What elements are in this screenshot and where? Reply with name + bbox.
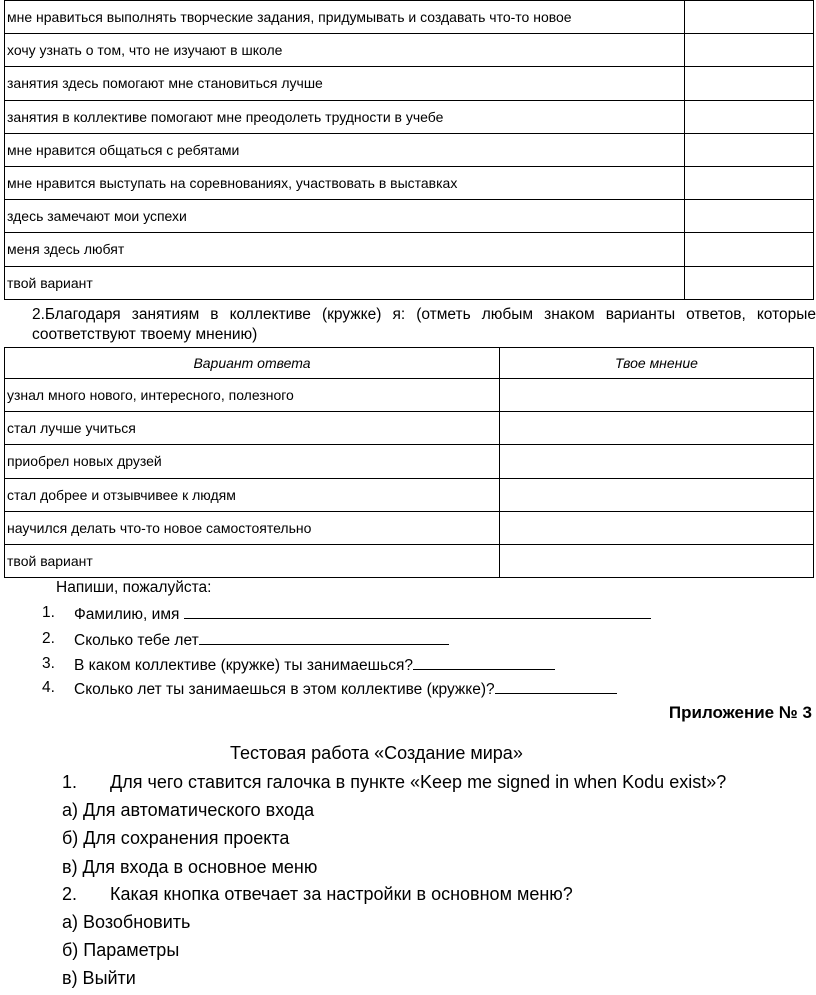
- answer-option: в) Для входа в основное меню: [62, 857, 318, 877]
- answer-cell[interactable]: [500, 412, 814, 445]
- write-label: Сколько тебе лет: [74, 632, 199, 649]
- answer-option: б) Параметры: [62, 940, 180, 960]
- write-label: Фамилию, имя: [74, 606, 184, 623]
- table-cell: занятия в коллективе помогают мне преодолеть трудности в учебе: [5, 100, 685, 133]
- table-row: [5, 478, 814, 511]
- appendix-title: Приложение № 3: [668, 703, 812, 722]
- list-number: 1.: [42, 604, 55, 621]
- table-cell: здесь замечают мои успехи: [5, 200, 685, 233]
- column-header-option: Вариант ответа: [5, 348, 500, 379]
- table-cell: приобрел новых друзей: [5, 445, 500, 478]
- survey-table-1: [4, 0, 814, 300]
- table-cell: научился делать что-то новое самостоятельно: [5, 511, 500, 544]
- answer-cell[interactable]: [685, 200, 814, 233]
- list-number: 2.: [42, 630, 55, 647]
- answer-cell[interactable]: [500, 511, 814, 544]
- list-number: 3.: [42, 655, 55, 672]
- table-header-row: [5, 348, 814, 379]
- answer-cell[interactable]: [500, 445, 814, 478]
- answer-cell[interactable]: [685, 166, 814, 199]
- answer-cell[interactable]: [685, 34, 814, 67]
- table-row: [5, 67, 814, 100]
- answer-cell[interactable]: [685, 266, 814, 299]
- answer-cell[interactable]: [685, 133, 814, 166]
- table-row: [5, 544, 814, 577]
- table-row: [5, 200, 814, 233]
- table-row: [5, 233, 814, 266]
- answer-cell[interactable]: [685, 1, 814, 34]
- answer-option: в) Выйти: [62, 968, 136, 988]
- answer-option: а) Возобновить: [62, 912, 191, 932]
- test-title: Тестовая работа «Создание мира»: [230, 743, 523, 763]
- table-cell: хочу узнать о том, что не изучают в школе: [5, 34, 685, 67]
- answer-cell[interactable]: [500, 478, 814, 511]
- write-label: Сколько лет ты занимаешься в этом коллективе (кружке)?: [74, 681, 495, 698]
- answer-option: а) Для автоматического входа: [62, 800, 315, 820]
- write-label: В каком коллективе (кружке) ты занимаешься?: [74, 657, 413, 674]
- table-row: [5, 445, 814, 478]
- table-cell: узнал много нового, интересного, полезного: [5, 379, 500, 412]
- table-cell: твой вариант: [5, 266, 685, 299]
- answer-cell[interactable]: [500, 544, 814, 577]
- table-cell: занятия здесь помогают мне становиться лучше: [5, 67, 685, 100]
- club-field[interactable]: [413, 655, 555, 670]
- question-text: Какая кнопка отвечает за настройки в основном меню?: [110, 884, 573, 904]
- table-cell: мне нравится общаться с ребятами: [5, 133, 685, 166]
- column-header-opinion: Твое мнение: [500, 348, 814, 379]
- answer-cell[interactable]: [685, 233, 814, 266]
- question-number: 2.: [62, 884, 78, 904]
- table-row: [5, 412, 814, 445]
- table-cell: стал лучше учиться: [5, 412, 500, 445]
- table-cell: мне нравится выступать на соревнованиях, участвовать в выставках: [5, 166, 685, 199]
- years-field[interactable]: [495, 679, 617, 694]
- name-field[interactable]: [184, 604, 651, 619]
- table-row: [5, 34, 814, 67]
- age-field[interactable]: [199, 630, 449, 645]
- question-2-text: 2.Благодаря занятиям в коллективе (кружке) я: (отметь любым знаком варианты ответов, которые соответствуют твоему мнению): [32, 306, 816, 343]
- table-row: [5, 266, 814, 299]
- answer-cell[interactable]: [685, 67, 814, 100]
- write-intro: Напиши, пожалуйста:: [56, 579, 212, 596]
- table-row: [5, 379, 814, 412]
- table-row: [5, 133, 814, 166]
- question-text: Для чего ставится галочка в пункте «Keep me signed in when Kodu exist»?: [110, 772, 727, 792]
- table-cell: стал добрее и отзывчивее к людям: [5, 478, 500, 511]
- table-cell: твой вариант: [5, 544, 500, 577]
- table-cell: мне нравиться выполнять творческие задания, придумывать и создавать что-то новое: [5, 1, 685, 34]
- table-row: [5, 1, 814, 34]
- table-row: [5, 166, 814, 199]
- answer-cell[interactable]: [500, 379, 814, 412]
- list-number: 4.: [42, 679, 55, 696]
- table-cell: меня здесь любят: [5, 233, 685, 266]
- answer-option: б) Для сохранения проекта: [62, 828, 290, 848]
- survey-table-2: [4, 347, 814, 578]
- question-number: 1.: [62, 772, 78, 792]
- table-row: [5, 100, 814, 133]
- table-row: [5, 511, 814, 544]
- answer-cell[interactable]: [685, 100, 814, 133]
